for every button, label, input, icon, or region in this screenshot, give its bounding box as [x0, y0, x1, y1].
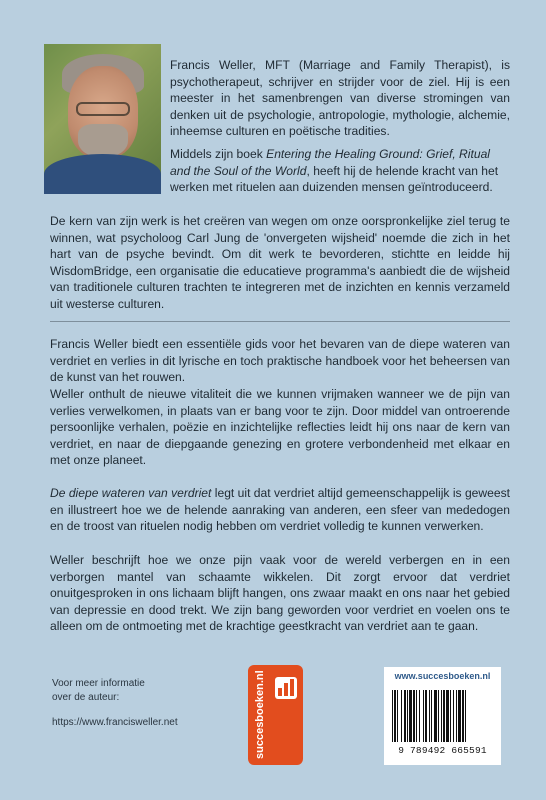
bio-p2-pre: Middels zijn boek [170, 147, 267, 161]
body-paragraph-3 [50, 485, 510, 535]
bio-paragraph-3: De kern van zijn werk is het creëren van wegen om onze oorspronkelijke ziel terug te winnen, wat psycholoog Carl Jung de 'onvergeten wijsheid' noemde die zich in het hart van de psyche bevindt. Om dit werk te bevorderen, stichtte en leidde hij WisdomBridge, een organisatie die educatieve programma's aanbiedt die de wijsheid van traditionele culturen trachten te integreren met de inzichten en kennis verzameld uit westerse culturen. [50, 214, 510, 311]
isbn-number: 9 789492 665591 [398, 745, 487, 756]
body-p3-rest: legt uit dat verdriet altijd gemeenschappelijk is geweest en illustreert hoe we de helende aanraking van anderen, een sfeer van mededogen en de troost van rituelen nodig hebben om verdriet volledig te kunnen verwerken. [50, 486, 510, 534]
body-paragraph-1: Francis Weller biedt een essentiële gids voor het bevaren van de diepe wateren van verdriet en verlies in dit lyrische en toch praktische handboek voor het beheersen van de kunst van het rouwen. [50, 337, 510, 385]
body-paragraph-4: Weller beschrijft hoe we onze pijn vaak voor de wereld verbergen en in een verborgen mantel van schaamte wikkelen. Dit zorgt ervoor dat verdriet onuitgesproken in ons lichaam blijft hangen, ons zwaar maakt en ons naar het gebied van depressie en dood trekt. We zijn bang geworden voor verdriet en voelen ons te alleen om de ontmoeting met de krachtige geestkracht van verdriet aan te gaan. [50, 553, 510, 634]
publisher-logo [248, 665, 303, 765]
more-info-label [52, 677, 145, 704]
author-glasses [76, 102, 130, 116]
author-website-link[interactable]: https://www.francisweller.net [52, 717, 178, 728]
author-beard [78, 124, 128, 158]
more-info-line-2: over de auteur: [52, 691, 120, 703]
author-photo [44, 44, 161, 194]
barcode [392, 690, 493, 742]
publisher-website: www.succesboeken.nl [394, 671, 491, 681]
book-title-english: Entering the Healing Ground: Grief, Ritual and the Soul of the World [170, 147, 490, 178]
publisher-logo-mark-icon [275, 677, 297, 699]
section-divider [50, 321, 510, 322]
bio-p2-post: , heeft hij de helende kracht van het werken met rituelen aan duizenden mensen geïntroduceerd. [170, 163, 499, 195]
publisher-logo-text: succesboeken.nl [254, 670, 266, 759]
bio-paragraph-1: Francis Weller, MFT (Marriage and Family Therapist), is psychotherapeut, schrijver en strijder voor de ziel. Hij is een meester in het samenbrengen van diverse stromingen van denken uit de psychologie, antropologie, mythologie, alchemie, inheemse culturen en poëtische tradities. [170, 58, 510, 139]
more-info-line-1: Voor meer informatie [52, 678, 145, 689]
bio-paragraph-2 [170, 146, 510, 196]
body-paragraph-2: Weller onthult de nieuwe vitaliteit die we kunnen vrijmaken wanneer we de pijn van verlies verwelkomen, in plaats van er bang voor te zijn. Door middel van ontroerende persoonlijke verhalen, poëzie en inzichtelijke reflecties leidt hij ons naar de kern van verdriet, en naar de diepgaande genezing en grotere verbondenheid met elkaar en met onze planeet. [50, 387, 510, 468]
book-title-dutch: De diepe wateren van verdriet [50, 486, 212, 500]
author-shirt [44, 154, 161, 194]
